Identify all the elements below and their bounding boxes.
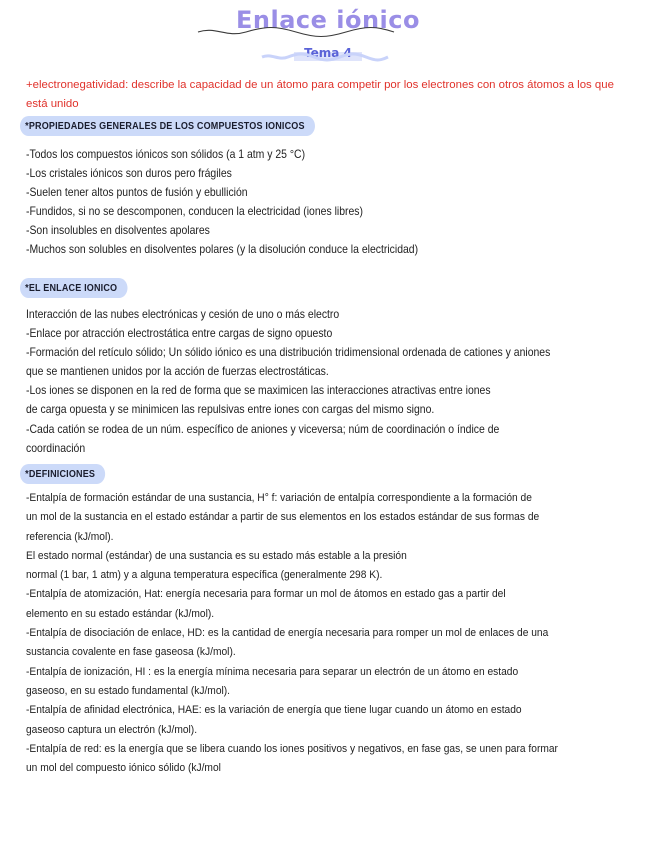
text-line: -Enlace por atracción electrostática entre cargas de signo opuesto	[26, 327, 333, 341]
text-line: -Suelen tener altos puntos de fusión y ebullición	[26, 186, 248, 200]
text-line: -Todos los compuestos iónicos son sólidos (a 1 atm y 25 °C)	[26, 148, 306, 161]
text-line: elemento en su estado estándar (kJ/mol).	[26, 607, 215, 620]
section-heading-definitions: *DEFINICIONES	[20, 464, 105, 484]
text-line: El estado normal (estándar) de una sustancia es su estado más estable a la presión	[26, 549, 407, 562]
text-line: -Entalpía de disociación de enlace, HD: es la cantidad de energía necesaria para romper un mol de enlaces de una	[26, 627, 549, 640]
text-line: -Fundidos, si no se descomponen, conducen la electricidad (iones libres)	[26, 205, 363, 219]
text-line: -Cada catión se rodea de un núm. específico de aniones y viceversa; núm de coordinación o índice de	[26, 422, 500, 436]
section-properties	[26, 145, 656, 260]
section-ionic-bond	[26, 305, 656, 458]
text-line: un mol de la sustancia en el estado estándar a partir de sus elementos en los estados estándar de sus formas de	[26, 511, 540, 524]
text-line: gaseoso, en su estado fundamental (kJ/mol).	[26, 684, 231, 697]
text-line: -Entalpía de afinidad electrónica, HAE: es la variación de energía que tiene lugar cuando un átomo en estado	[26, 704, 522, 717]
text-line: sustancia covalente en fase gaseosa (kJ/mol).	[26, 646, 236, 659]
subtitle-wave-decoration	[260, 52, 390, 62]
text-line: -Muchos son solubles en disolventes polares (y la disolución conduce la electricidad)	[26, 243, 419, 257]
title-scribble-decoration	[196, 26, 396, 38]
text-line: Interacción de las nubes electrónicas y cesión de uno o más electro	[26, 308, 340, 321]
text-line: -Entalpía de red: es la energía que se libera cuando los iones positivos y negativos, en fase gas, se unen para formar	[26, 742, 558, 755]
text-line: -Los cristales iónicos son duros pero frágiles	[26, 167, 232, 181]
text-line: -Los iones se disponen en la red de forma que se maximicen las interacciones atractivas entre iones	[26, 384, 491, 398]
page-subtitle: Tema 4	[294, 45, 362, 63]
text-line: referencia (kJ/mol).	[26, 530, 114, 543]
text-line: coordinación	[26, 441, 86, 455]
text-line: -Entalpía de atomización, Hat: energía necesaria para formar un mol de átomos en estado gas a partir del	[26, 588, 506, 601]
text-line: -Entalpía de ionización, HI : es la energía mínima necesaria para separar un electrón de un átomo en estado	[26, 665, 519, 678]
text-line: -Entalpía de formación estándar de una sustancia, H° f: variación de entalpía correspondiente a la formación de	[26, 492, 532, 504]
page-title: Enlace iónico	[235, 6, 420, 34]
section-heading-ionic-bond: *EL ENLACE IONICO	[20, 278, 128, 298]
electronegativity-note: +electronegatividad: describe la capacidad de un átomo para competir por los electrones con otros átomos a los que está unido	[26, 79, 614, 110]
section-heading-properties: *PROPIEDADES GENERALES DE LOS COMPUESTOS IONICOS	[20, 116, 315, 136]
text-line: -Son insolubles en disolventes apolares	[26, 224, 210, 238]
text-line: un mol del compuesto iónico sólido (kJ/mol	[26, 762, 221, 775]
text-line: de carga opuesta y se minimicen las repulsivas entre iones con cargas del mismo signo.	[26, 403, 435, 417]
text-line: gaseoso captura un electrón (kJ/mol).	[26, 723, 198, 736]
text-line: normal (1 bar, 1 atm) y a alguna temperatura específica (generalmente 298 K).	[26, 569, 383, 582]
text-line: -Formación del retículo sólido; Un sólido iónico es una distribución tridimensional ordenada de cationes y aniones	[26, 346, 551, 360]
text-line: que se mantienen unidos por la acción de fuerzas electrostáticas.	[26, 365, 329, 379]
section-definitions	[26, 489, 656, 778]
